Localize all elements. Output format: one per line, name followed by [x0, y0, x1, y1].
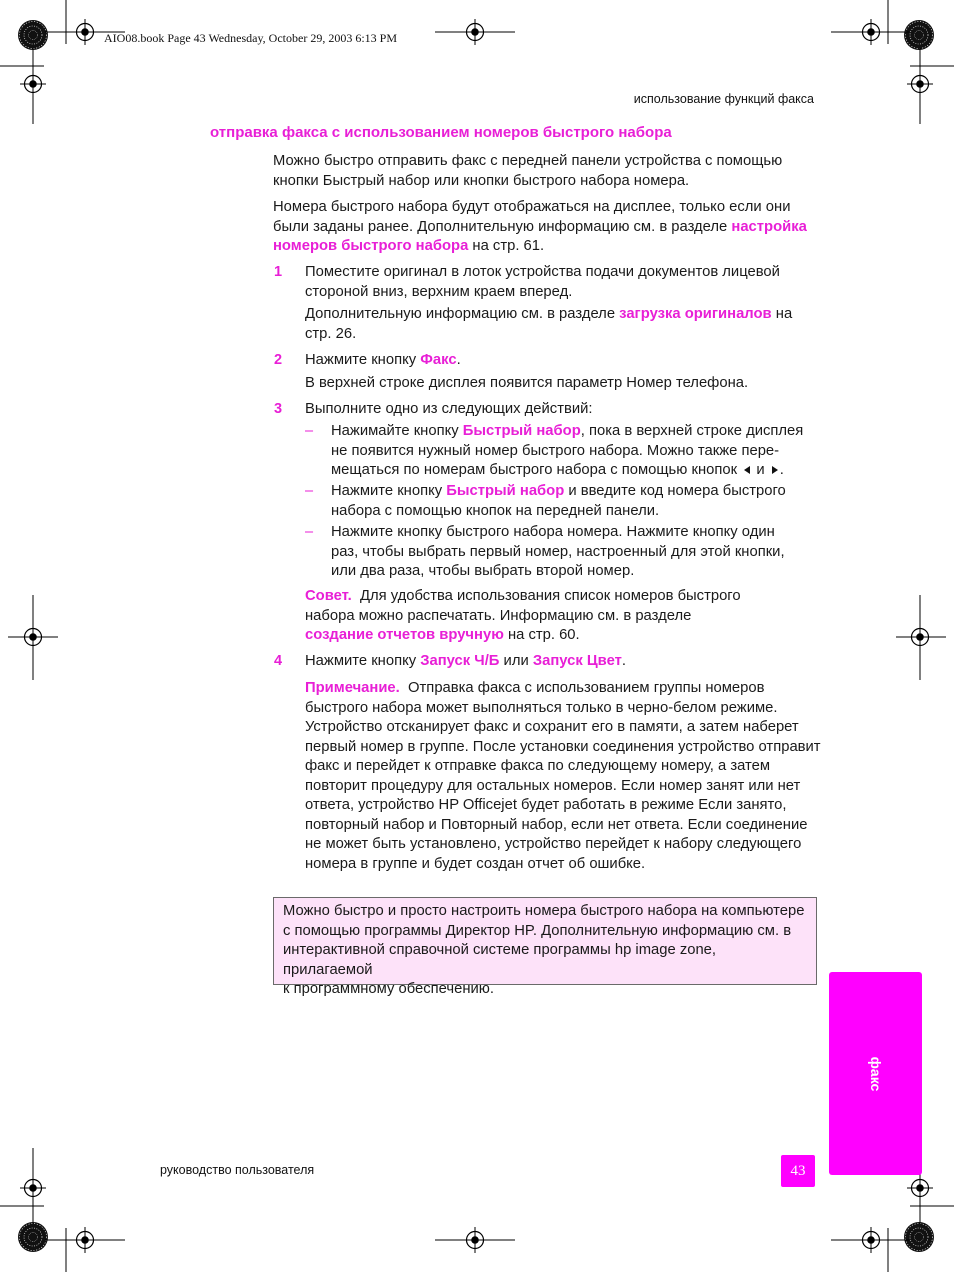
- text: .: [621, 653, 626, 669]
- step-4: [305, 652, 825, 672]
- text: на стр. 60.: [503, 627, 580, 643]
- text: мещаться по номерам быстрого набора с помощью кнопок: [331, 462, 738, 478]
- speed-dial-button-name: Быстрый набор: [446, 483, 565, 499]
- registration-star-tl: [18, 20, 48, 50]
- step-number: 4: [274, 653, 283, 669]
- text-line: быстрого набора может выполняться только в черно-белом режиме.: [305, 699, 778, 716]
- start-color-button-name: Запуск Цвет: [532, 653, 622, 669]
- text: Нажмите кнопку: [331, 483, 447, 499]
- text-line: ответа, устройство HP Officejet будет работать в режиме Если занято,: [305, 797, 787, 813]
- print-slug: AIO08.book Page 43 Wednesday, October 29, 2003 6:13 PM: [104, 31, 397, 45]
- text: на стр. 61.: [468, 238, 545, 254]
- note-block: [305, 679, 825, 874]
- text: Нажимайте кнопку: [331, 423, 463, 439]
- text-line: повторный набор и Повторный набор, если нет ответа. Если соединение: [305, 816, 808, 833]
- bullet-dash: –: [305, 423, 314, 439]
- fax-button-name: Факс: [420, 352, 457, 368]
- section-title: отправка факса с использованием номеров быстрого набора: [210, 124, 672, 141]
- info-paragraph: [273, 198, 833, 257]
- text-line: Устройство отсканирует факс и сохранит его в памяти, а затем наберет: [305, 719, 799, 735]
- text: Для удобства использования список номеров быстрого: [359, 588, 741, 604]
- step-1: [305, 263, 825, 302]
- option-2: [331, 482, 821, 521]
- text-line: [305, 652, 825, 672]
- text-line: [305, 587, 825, 607]
- bullet-dash: –: [305, 483, 314, 499]
- chapter-tab: [829, 972, 922, 1175]
- text-line: или два раза, чтобы выбрать второй номер.: [331, 563, 635, 579]
- text: или: [499, 653, 533, 669]
- bullet-dash: –: [305, 524, 314, 540]
- text-line: факс и перейдет к отправке факса по следующему номеру, а затем: [305, 758, 771, 774]
- text-line: [273, 218, 833, 238]
- text: на: [771, 306, 793, 322]
- intro-paragraph: [273, 152, 833, 191]
- footer-title: руководство пользователя: [160, 1163, 315, 1177]
- right-arrow-icon: [772, 466, 778, 474]
- text-line: [331, 461, 821, 481]
- text-line: Нажмите кнопку быстрого набора номера. Нажмите кнопку один: [331, 524, 775, 540]
- step-2: [305, 351, 825, 371]
- text-line: номера в группе и будет создан отчет об ошибке.: [305, 855, 646, 872]
- link-print-reports[interactable]: создание отчетов вручную: [305, 627, 504, 643]
- text: .: [779, 462, 784, 478]
- text-line: к программному обеспечению.: [283, 981, 495, 997]
- text-line: Выполните одно из следующих действий:: [305, 401, 593, 417]
- text: были заданы ранее. Дополнительную информацию см. в разделе: [273, 218, 732, 235]
- text-line: [331, 482, 821, 502]
- text: Дополнительную информацию см. в разделе: [305, 306, 620, 322]
- step-number: 1: [274, 264, 283, 280]
- text-line: с помощью программы Директор HP. Дополнительную информацию см. в: [283, 922, 792, 939]
- text-line: [305, 351, 825, 371]
- page-number: 43: [781, 1155, 815, 1187]
- chapter-tab-label: факс: [867, 1056, 884, 1091]
- text-line: [305, 679, 825, 699]
- tip-label: Совет.: [305, 588, 352, 604]
- running-header: использование функций факса: [633, 92, 814, 106]
- text-line: не появится нужный номер быстрого набора. Можно также пере-: [331, 442, 780, 459]
- tip-box: [273, 897, 817, 997]
- text-line: В верхней строке дисплея появится параметр Номер телефона.: [305, 375, 749, 391]
- step-number: 2: [274, 352, 283, 368]
- text-line: повторит процедуру для остальных номеров. Если номер занят или нет: [305, 777, 801, 794]
- text-line: первый номер в группе. После установки соединения устройство отправит: [305, 738, 821, 755]
- text: .: [456, 352, 461, 368]
- text-line: [305, 626, 825, 646]
- speed-dial-button-name: Быстрый набор: [462, 423, 581, 439]
- registration-star-br: [904, 1222, 934, 1252]
- text-line: набора с помощью кнопок на передней панели.: [331, 502, 660, 519]
- text: Нажмите кнопку: [305, 653, 421, 669]
- text-line: интерактивной справочной системе программы hp image zone, прилагаемой: [283, 942, 717, 978]
- text-line: [305, 305, 825, 325]
- text: и введите код номера быстрого: [564, 483, 786, 499]
- text-line: кнопки Быстрый набор или кнопки быстрого набора номера.: [273, 172, 690, 189]
- text: и: [756, 462, 765, 478]
- text-line: стр. 26.: [305, 325, 357, 342]
- link-speed-dial-setup[interactable]: настройка: [731, 218, 807, 235]
- registration-star-tr: [904, 20, 934, 50]
- start-bw-button-name: Запуск Ч/Б: [420, 653, 500, 669]
- link-loading-originals[interactable]: загрузка оригиналов: [619, 306, 772, 322]
- text-line: стороной вниз, верхним краем вперед.: [305, 283, 573, 300]
- text-line: [331, 422, 821, 442]
- text: Отправка факса с использованием группы номеров: [408, 680, 765, 696]
- text-line: Можно быстро и просто настроить номера быстрого набора на компьютере: [283, 903, 805, 919]
- text-line: не может быть установлено, устройство перейдет к набору следующего: [305, 836, 802, 852]
- note-label: Примечание.: [305, 680, 400, 696]
- text-line: Поместите оригинал в лоток устройства подачи документов лицевой: [305, 264, 780, 280]
- option-3: [331, 523, 821, 582]
- text-line: Номера быстрого набора будут отображаться на дисплее, только если они: [273, 199, 791, 215]
- text-line: [273, 237, 833, 257]
- text-line: Можно быстро отправить факс с передней панели устройства с помощью: [273, 153, 783, 169]
- text: Нажмите кнопку: [305, 352, 421, 368]
- tip-note: [305, 587, 825, 646]
- link-speed-dial-setup-cont[interactable]: номеров быстрого набора: [273, 238, 469, 254]
- registration-star-bl: [18, 1222, 48, 1252]
- option-1: [331, 422, 821, 481]
- text-line: набора можно распечатать. Информацию см. в разделе: [305, 607, 692, 624]
- text: , пока в верхней строке дисплея: [580, 423, 804, 439]
- left-arrow-icon: [744, 466, 750, 474]
- text-line: раз, чтобы выбрать первый номер, настроенный для этой кнопки,: [331, 543, 785, 560]
- step-number: 3: [274, 401, 283, 417]
- step-1-more: [305, 305, 825, 344]
